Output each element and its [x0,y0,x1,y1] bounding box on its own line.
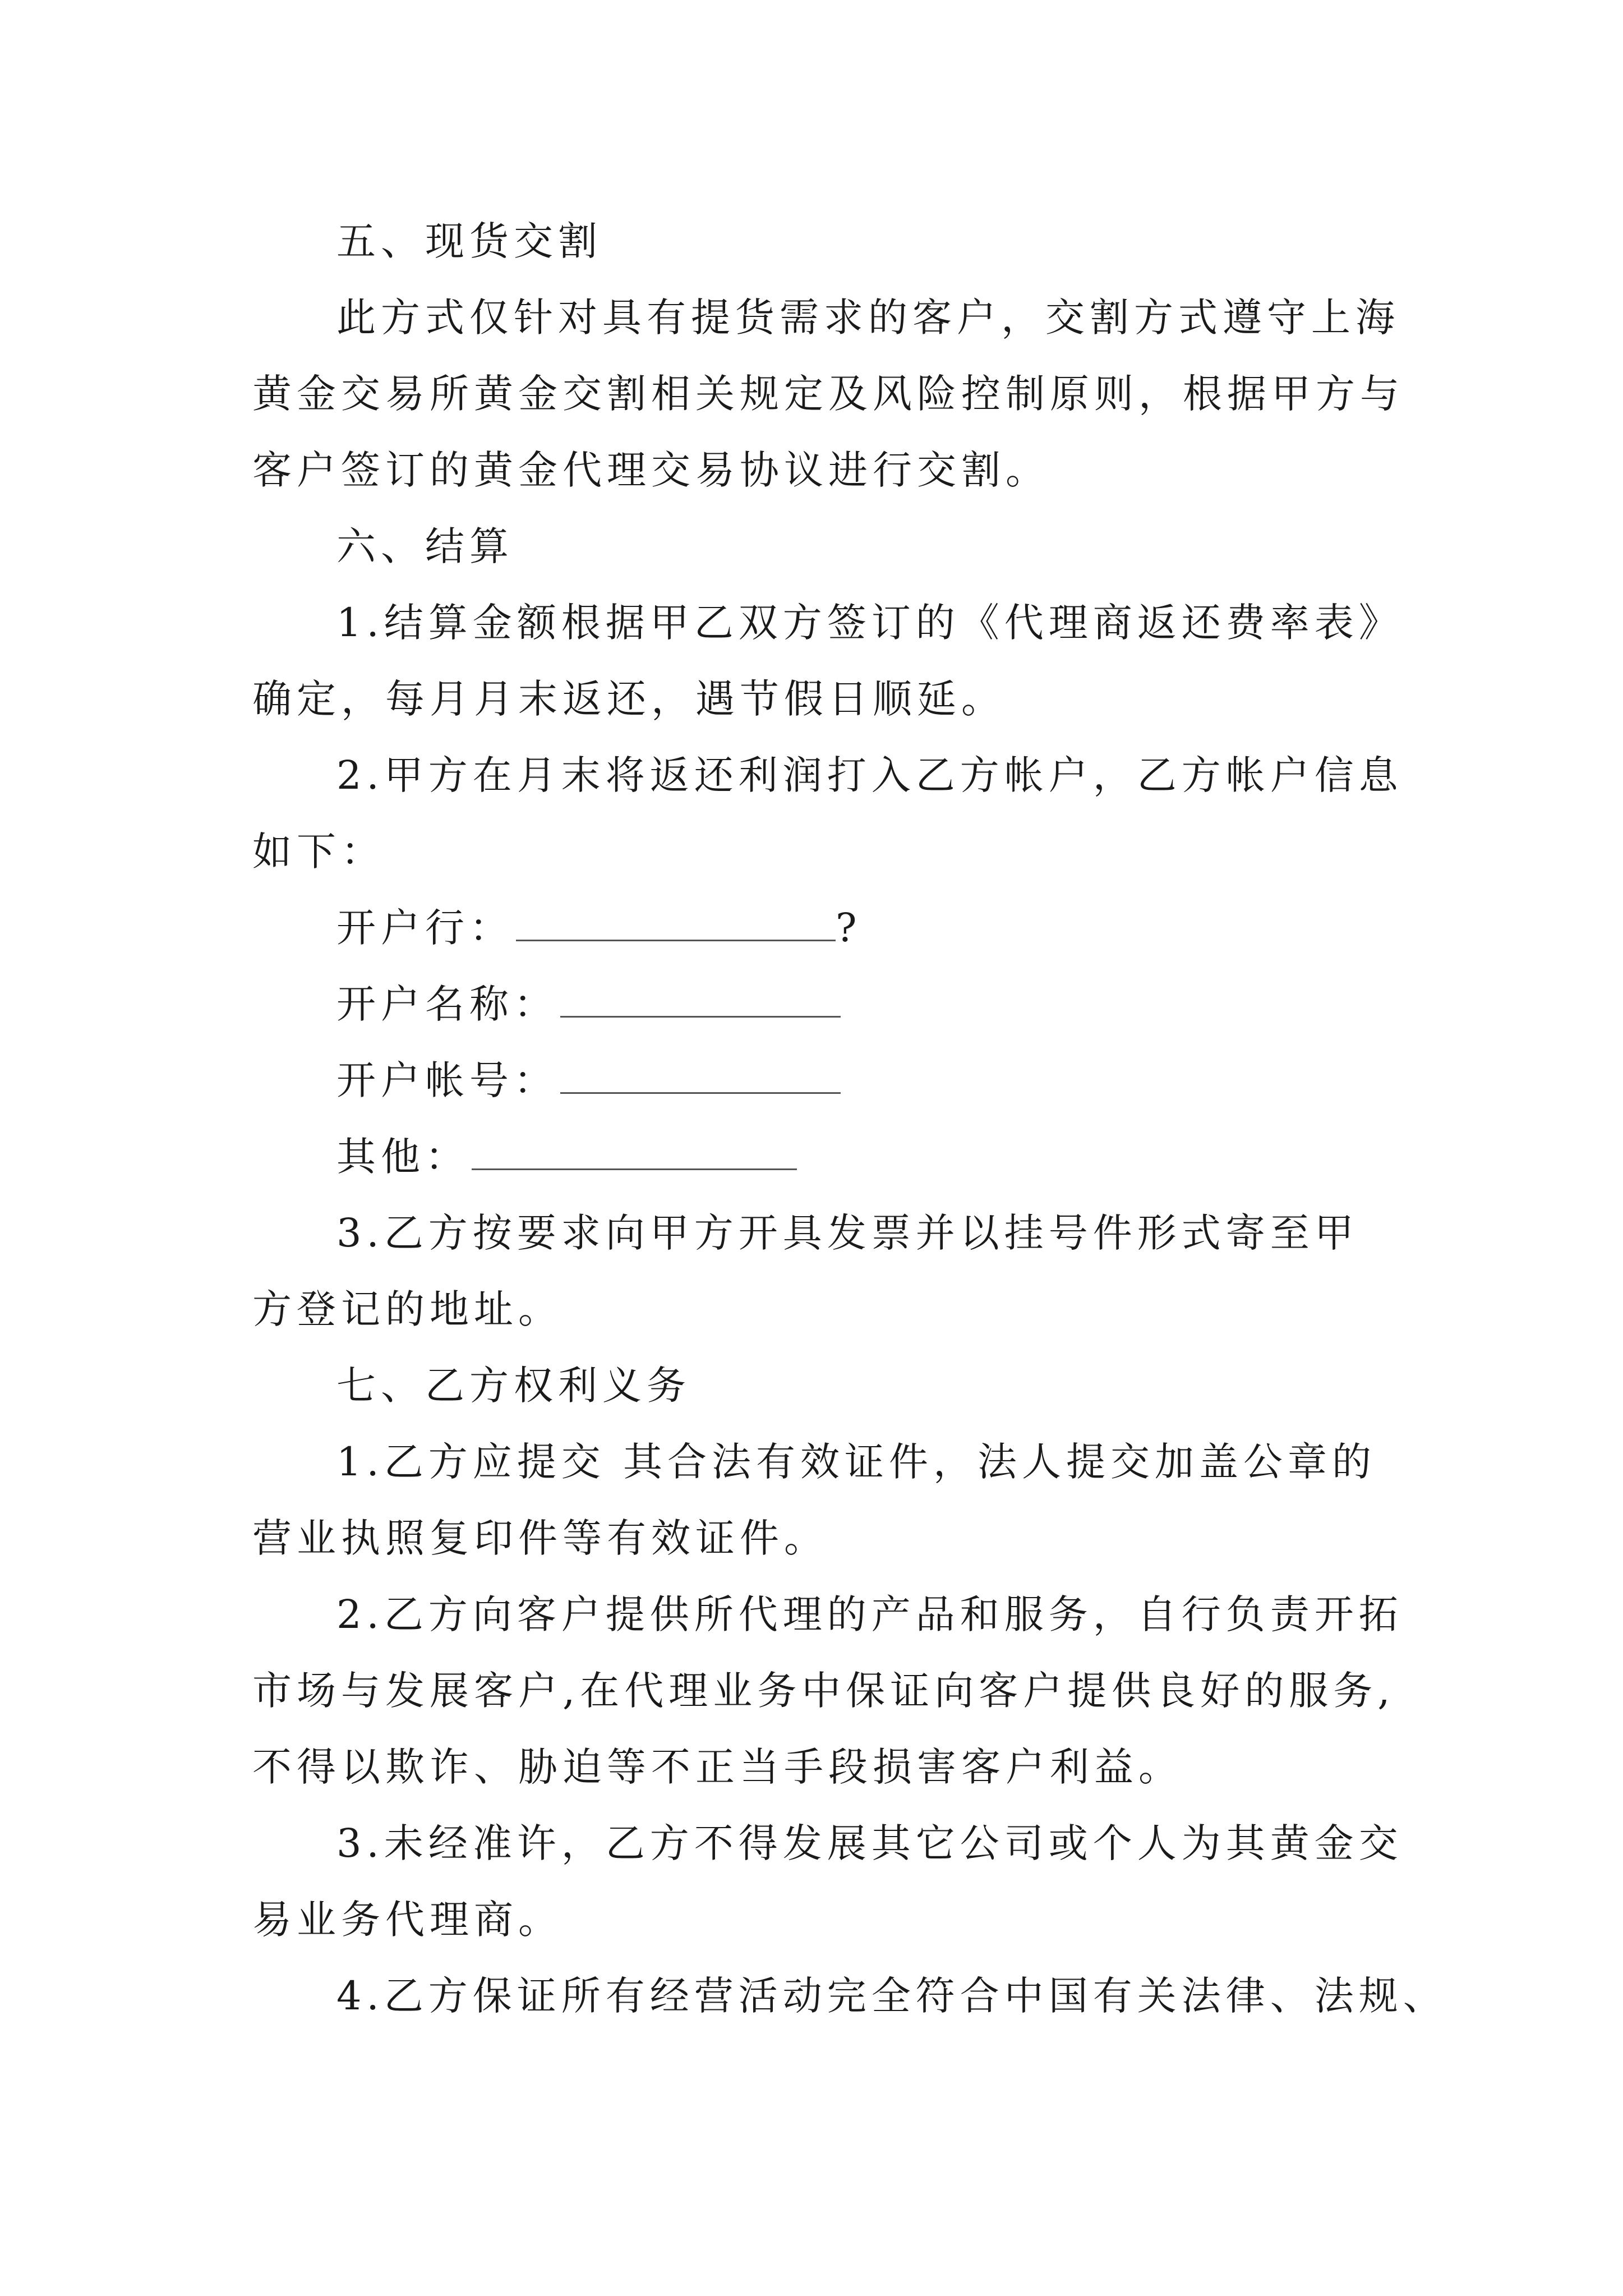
account-name-blank [560,981,841,1018]
account-number-row [336,1052,841,1108]
paragraph-line: 黄金交易所黄金交割相关规定及风险控制原则，根据甲方与 [252,371,1404,417]
question-mark: ? [836,905,862,951]
account-name-row [336,976,841,1032]
paragraph-line: 客户签订的黄金代理交易协议进行交割。 [252,447,1050,493]
paragraph-line: 此方式仅针对具有提货需求的客户，交割方式遵守上海 [336,295,1400,341]
paragraph-line: 4.乙方保证所有经营活动完全符合中国有关法律、法规、 [336,1973,1447,2019]
other-blank [472,1134,797,1170]
paragraph-line: 市场与发展客户,在代理业务中保证向客户提供良好的服务, [252,1668,1395,1714]
paragraph-line: 3.未经准许，乙方不得发展其它公司或个人为其黄金交 [336,1820,1403,1866]
account-name-label: 开户名称： [336,981,558,1027]
paragraph-line: 确定，每月月末返还，遇节假日顺延。 [252,676,1006,722]
paragraph-line: 易业务代理商。 [252,1897,562,1943]
other-label: 其他： [336,1134,469,1180]
paragraph-line: 如下： [252,829,385,875]
paragraph-line: 不得以欺诈、胁迫等不正当手段损害客户利益。 [252,1744,1183,1790]
paragraph-line: 营业执照复印件等有效证件。 [252,1515,828,1561]
paragraph-line: 2.乙方向客户提供所代理的产品和服务，自行负责开拓 [336,1591,1403,1637]
paragraph-line: 3.乙方按要求向甲方开具发票并以挂号件形式寄至甲 [336,1210,1359,1256]
paragraph-line: 1.乙方应提交 其合法有效证件，法人提交加盖公章的 [336,1439,1377,1485]
other-row [336,1129,797,1185]
bank-name-label: 开户行： [336,905,514,951]
section-heading-7: 七、乙方权利义务 [336,1363,691,1409]
paragraph-line: 方登记的地址。 [252,1286,562,1332]
paragraph-line: 2.甲方在月末将返还利润打入乙方帐户，乙方帐户信息 [336,752,1403,798]
section-heading-6: 六、结算 [336,523,514,569]
account-number-label: 开户帐号： [336,1057,558,1103]
section-heading-5: 五、现货交割 [336,218,602,264]
bank-field-row [336,900,862,956]
bank-name-blank [516,905,836,941]
paragraph-line: 1.结算金额根据甲乙双方签订的《代理商返还费率表》 [336,600,1403,646]
account-number-blank [560,1057,841,1094]
